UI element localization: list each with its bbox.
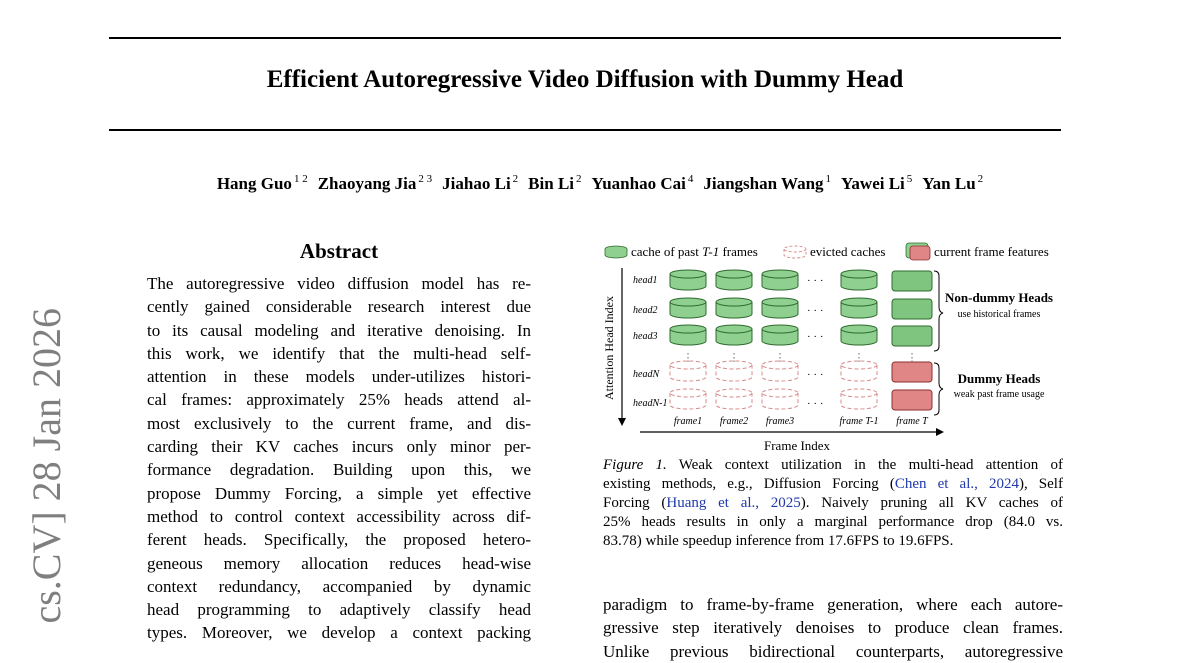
current-frame-feature — [892, 362, 932, 382]
legend-current-icon — [906, 243, 930, 260]
body-line: paradigm to frame-by-frame generation, where each autore- — [603, 595, 1063, 614]
vertical-ellipsis: ⋮ — [728, 352, 740, 364]
kv-cache-icon — [841, 325, 877, 345]
kv-cache-icon — [670, 298, 706, 318]
abstract-heading: Abstract — [299, 239, 379, 263]
kv-cache-icon — [762, 298, 798, 318]
abstract-line: The autoregressive video diffusion model has re- — [147, 274, 531, 293]
ellipsis: · · · — [807, 398, 824, 410]
author-affiliation: 2 3 — [418, 173, 433, 185]
kv-cache-icon — [716, 325, 752, 345]
author-affiliation: 5 — [906, 173, 913, 185]
kv-cache-icon — [841, 270, 877, 290]
author-name: Bin Li $^2$ — [528, 173, 582, 193]
ellipsis: · · · — [807, 275, 824, 287]
abstract-line: carding their KV caches incurs only minor per- — [147, 437, 531, 457]
paper-title: Efficient Autoregressive Video Diffusion with Dummy Head — [266, 66, 904, 93]
arxiv-stamp: cs.CV] 28 Jan 2026 — [24, 308, 69, 624]
top-rule — [109, 37, 1061, 39]
author-list — [0, 173, 1200, 194]
x-axis-label: Frame Index — [764, 438, 831, 453]
y-axis-arrow-icon — [618, 418, 626, 426]
author-affiliation: 2 — [977, 173, 984, 185]
bottom-rule — [109, 129, 1061, 131]
ellipsis: · · · — [807, 369, 824, 381]
kv-cache-icon — [716, 270, 752, 290]
nondummy-title: Non-dummy Heads — [945, 290, 1053, 305]
vertical-ellipsis: ⋮ — [853, 352, 865, 364]
author-name: Zhaoyang Jia $^{2 3}$ — [317, 173, 433, 193]
x-axis-arrow-icon — [936, 428, 944, 436]
author-name: Yan Lu $^2$ — [922, 173, 984, 193]
abstract-line: cently gained considerable research interest due — [147, 297, 531, 317]
abstract-line: attention in these models under-utilizes histori- — [147, 367, 531, 387]
nondummy-subtitle: use historical frames — [957, 309, 1041, 320]
author-name: Jiahao Li $^2$ — [442, 173, 519, 193]
evicted-cache-icon — [762, 361, 798, 381]
ellipsis: · · · — [807, 331, 824, 343]
body-text-right — [603, 593, 1063, 663]
figure-label: Figure 1. — [603, 457, 667, 473]
frame-label: frame2 — [719, 416, 749, 427]
vertical-ellipsis: ⋮ — [682, 352, 694, 364]
legend-cache-icon — [605, 246, 627, 258]
nondummy-brace — [934, 271, 943, 351]
author-name: Yawei Li $^5$ — [841, 173, 913, 193]
y-axis-label: Attention Head Index — [602, 296, 616, 400]
legend-cache-label: cache of past T-1 frames — [631, 244, 758, 259]
frame-label: frame T — [896, 416, 928, 427]
abstract-line: cal frames: approximately 25% heads attend al- — [147, 390, 531, 410]
caption-line: 25% heads results in only a marginal performance drop (84.0 vs. — [603, 514, 1063, 530]
frame-label: frame1 — [673, 416, 703, 427]
dummy-brace — [934, 363, 943, 415]
abstract-line: geneous memory allocation reduces head-wise — [147, 553, 531, 573]
kv-cache-icon — [762, 325, 798, 345]
head-label: headN-1 — [633, 398, 668, 409]
figure-caption — [603, 456, 1063, 551]
author-name: Jiangshan Wang $^1$ — [703, 173, 832, 193]
frame-label: frame3 — [765, 416, 795, 427]
vertical-ellipsis: ⋮ — [906, 352, 918, 364]
abstract-line: propose Dummy Forcing, a simple yet effective — [147, 483, 531, 503]
kv-cache-icon — [670, 270, 706, 290]
current-frame-feature — [892, 326, 932, 346]
abstract-line: formance degradation. Building upon this, we — [147, 460, 531, 480]
abstract-body — [147, 272, 531, 645]
figure-1 — [600, 240, 1070, 454]
caption-line: Forcing (Huang et al., 2025). Naively pruning all KV caches of — [603, 495, 1063, 511]
current-frame-feature — [892, 271, 932, 291]
legend-current-label: current frame features — [934, 244, 1049, 259]
head-label: headN — [633, 369, 660, 380]
head-label: head2 — [633, 305, 658, 316]
abstract-line: most exclusively to the current frame, and dis- — [147, 413, 531, 433]
kv-cache-icon — [716, 298, 752, 318]
kv-cache-icon — [841, 298, 877, 318]
evicted-cache-icon — [716, 361, 752, 381]
kv-cache-icon — [762, 270, 798, 290]
kv-cache-icon — [670, 325, 706, 345]
caption-line: Figure 1. Weak context utilization in the multi-head attention of — [603, 457, 1063, 473]
body-line: gressive step iteratively denoises to produce clean frames. — [603, 618, 1063, 638]
figure-grid — [633, 270, 932, 427]
author-affiliation: 1 2 — [293, 173, 308, 185]
caption-line: existing methods, e.g., Diffusion Forcing (Chen et al., 2024), Self — [603, 476, 1063, 492]
dummy-title: Dummy Heads — [957, 371, 1041, 386]
evicted-cache-icon — [841, 361, 877, 381]
ellipsis: · · · — [807, 305, 824, 317]
author-affiliation: 4 — [687, 173, 694, 185]
legend-evicted-icon — [784, 246, 806, 258]
frame-label: frame T-1 — [839, 416, 879, 427]
caption-line: 83.78) while speedup inference from 17.6FPS to 19.6FPS. — [603, 533, 954, 549]
author-affiliation: 2 — [512, 173, 519, 185]
citation-link[interactable]: Huang et al., 2025 — [666, 495, 801, 511]
evicted-cache-icon — [716, 389, 752, 409]
evicted-cache-icon — [762, 389, 798, 409]
citation-link[interactable]: Chen et al., 2024 — [894, 476, 1019, 492]
evicted-cache-icon — [841, 389, 877, 409]
abstract-line: ferent heads. Specifically, the proposed hetero- — [147, 530, 531, 550]
author-affiliation: 2 — [576, 173, 582, 185]
body-line: Unlike previous bidirectional counterparts, autoregressive — [603, 641, 1063, 661]
abstract-line: method to control context accessibility across dif- — [147, 506, 531, 526]
evicted-cache-icon — [670, 389, 706, 409]
author-name: Yuanhao Cai $^4$ — [591, 173, 694, 193]
current-frame-feature — [892, 299, 932, 319]
head-label: head3 — [633, 331, 658, 342]
author-name: Hang Guo $^{1 2}$ — [216, 173, 308, 193]
current-frame-feature — [892, 390, 932, 410]
author-affiliation: 1 — [825, 173, 832, 185]
head-label: head1 — [633, 275, 658, 286]
evicted-cache-icon — [670, 361, 706, 381]
abstract-line: this work, we identify that the multi-head self- — [147, 343, 531, 363]
abstract-line: to its causal modeling and iterative denoising. In — [147, 320, 531, 340]
abstract-line: types. Moreover, we develop a context packing — [147, 623, 531, 643]
abstract-line: context redundancy, accompanied by dynamic — [147, 576, 531, 596]
legend-evicted-label: evicted caches — [810, 244, 886, 259]
figure-legend — [605, 243, 1049, 260]
vertical-ellipsis: ⋮ — [774, 352, 786, 364]
dummy-subtitle: weak past frame usage — [953, 389, 1045, 400]
abstract-line: head programming to adaptively classify head — [147, 600, 531, 620]
